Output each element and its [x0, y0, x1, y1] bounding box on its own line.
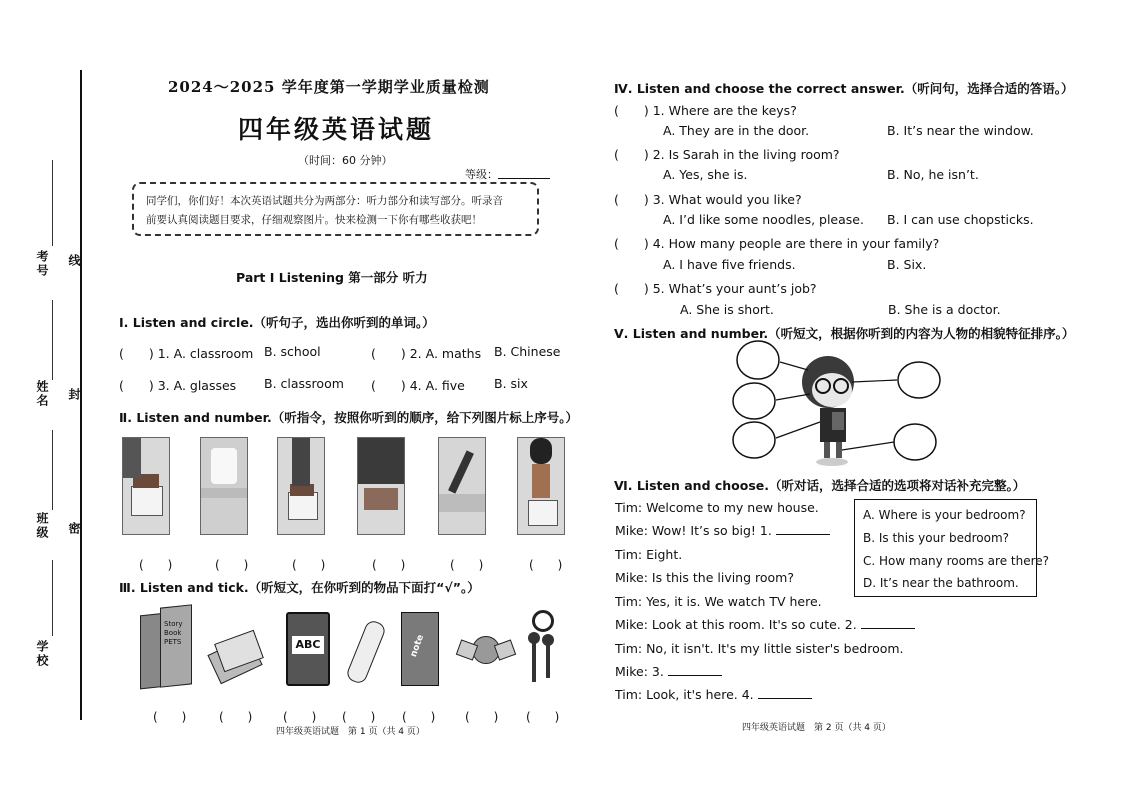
- keys-icon: [526, 610, 558, 684]
- exam-title: 四年级英语试题: [238, 115, 435, 144]
- dialogue-line-5: Tim: Yes, it is. We watch TV here.: [615, 594, 822, 609]
- instruction-photo-1: [122, 437, 170, 535]
- sec2-answer-3[interactable]: ( ): [292, 558, 326, 572]
- dialogue-line-3: Tim: Eight.: [615, 547, 683, 562]
- sec4-q2[interactable]: ( ) 2. Is Sarah in the living room?: [614, 147, 840, 162]
- pencil-box-icon: [348, 620, 384, 682]
- number-field-line: [52, 160, 53, 246]
- instruction-photo-3: [277, 437, 325, 535]
- dialogue-line-6: [615, 617, 915, 632]
- sec1-q2-b: B. Chinese: [494, 344, 561, 359]
- sec6-title: Ⅵ. Listen and choose.（听对话，选择合适的选项将对话补充完整。）: [614, 478, 1026, 493]
- part1-title: Part Ⅰ Listening 第一部分 听力: [236, 270, 428, 285]
- sec4-q3-a: A. I’d like some noodles, please.: [663, 212, 864, 227]
- abc-label: ABC: [292, 636, 324, 654]
- sec4-q2-b: B. No, he isn’t.: [887, 167, 979, 182]
- dialogue-line-2: [615, 523, 830, 538]
- page-footer-2: 四年级英语试题 第 2 页（共 4 页）: [742, 723, 891, 733]
- sec3-answer-2[interactable]: ( ): [219, 710, 253, 724]
- dialogue-line-1: Tim: Welcome to my new house.: [615, 500, 819, 515]
- sec4-q4-b: B. Six.: [887, 257, 927, 272]
- dialogue-line-9: [615, 687, 812, 702]
- dialogue-line-9-text: Tim: Look, it's here. 4.: [615, 687, 754, 702]
- notebook-icon: [401, 612, 439, 686]
- candy-icon: [458, 628, 512, 672]
- instruction-photo-5: [438, 437, 486, 535]
- dialogue-blank-1[interactable]: [776, 524, 830, 535]
- sec2-answer-2[interactable]: ( ): [215, 558, 249, 572]
- class-label: 班级: [35, 512, 49, 540]
- feature-circle-4[interactable]: [898, 362, 940, 398]
- sec1-q1[interactable]: ( ) 1. A. classroom: [119, 346, 254, 361]
- notice-line-1: 同学们，你们好！本次英语试题共分为两部分：听力部分和读写部分。听录音: [146, 195, 503, 207]
- school-field-line: [52, 560, 53, 636]
- feature-diagram: [728, 338, 948, 468]
- instruction-photo-2: [200, 437, 248, 535]
- sec4-q3-b: B. I can use chopsticks.: [887, 212, 1034, 227]
- sec4-q3[interactable]: ( ) 3. What would you like?: [614, 192, 802, 207]
- name-field-line: [52, 300, 53, 380]
- sec1-q3-b: B. classroom: [264, 376, 344, 391]
- dialogue-line-8-text: Mike: 3.: [615, 664, 664, 679]
- cards-icon: [208, 628, 266, 680]
- storybook-text: Story Book PETS: [164, 620, 183, 646]
- seal-line-char: 线: [67, 254, 81, 268]
- sec1-q4[interactable]: ( ) 4. A. five: [371, 378, 465, 393]
- dialogue-blank-4[interactable]: [758, 688, 812, 699]
- storybook-icon: [140, 606, 196, 688]
- feature-circle-2[interactable]: [733, 383, 775, 419]
- number-label: 考号: [35, 250, 49, 278]
- dialogue-line-6-text: Mike: Look at this room. It's so cute. 2.: [615, 617, 857, 632]
- sec2-answer-1[interactable]: ( ): [139, 558, 173, 572]
- dialogue-blank-2[interactable]: [861, 618, 915, 629]
- sec4-q2-a: A. Yes, she is.: [663, 167, 748, 182]
- sec4-q4[interactable]: ( ) 4. How many people are there in your family?: [614, 236, 940, 251]
- sec2-title: Ⅱ. Listen and number.（听指令，按照你听到的顺序，给下列图片标上序号。）: [119, 410, 578, 425]
- school-label: 学校: [35, 640, 49, 668]
- grade-label: 等级：: [465, 168, 498, 181]
- option-b: B. Is this your bedroom?: [863, 531, 1010, 545]
- page-footer-1: 四年级英语试题 第 1 页（共 4 页）: [276, 727, 425, 737]
- instruction-photo-4: [357, 437, 405, 535]
- grade-blank[interactable]: [498, 178, 550, 179]
- dialogue-line-8: [615, 664, 722, 679]
- class-field-line: [52, 430, 53, 510]
- abc-book-icon: [286, 612, 330, 686]
- sec4-q5-a: A. She is short.: [680, 302, 774, 317]
- notice-line-2: 前要认真阅读题目要求，仔细观察图片。快来检测一下你有哪些收获吧！: [146, 214, 482, 226]
- sec3-answer-1[interactable]: ( ): [153, 710, 187, 724]
- exam-time: （时间：60 分钟）: [298, 154, 393, 167]
- feature-circle-3[interactable]: [733, 422, 775, 458]
- sec4-q4-a: A. I have five friends.: [663, 257, 796, 272]
- sec3-answer-7[interactable]: ( ): [526, 710, 560, 724]
- sec4-title: Ⅳ. Listen and choose the correct answer.（听问句，选择合适的答语。）: [614, 81, 1074, 96]
- option-c: C. How many rooms are there?: [863, 554, 1050, 568]
- sec1-q1-b: B. school: [264, 344, 321, 359]
- seal-seal-char: 封: [67, 388, 81, 402]
- option-a: A. Where is your bedroom?: [863, 508, 1026, 522]
- sec1-title: Ⅰ. Listen and circle.（听句子，选出你听到的单词。）: [119, 315, 435, 330]
- sec1-q3[interactable]: ( ) 3. A. glasses: [119, 378, 237, 393]
- sec2-answer-5[interactable]: ( ): [450, 558, 484, 572]
- sec3-answer-3[interactable]: ( ): [283, 710, 317, 724]
- dialogue-blank-3[interactable]: [668, 665, 722, 676]
- notice-box: [132, 182, 539, 236]
- sec3-answer-5[interactable]: ( ): [402, 710, 436, 724]
- dialogue-line-7: Tim: No, it isn't. It's my little sister's bedroom.: [615, 641, 904, 656]
- seal-secret-char: 密: [67, 522, 81, 536]
- sec1-q4-b: B. six: [494, 376, 528, 391]
- sec4-q1[interactable]: ( ) 1. Where are the keys?: [614, 103, 797, 118]
- options-box: [854, 499, 1050, 597]
- sec3-answer-4[interactable]: ( ): [342, 710, 376, 724]
- sec4-q5[interactable]: ( ) 5. What’s your aunt’s job?: [614, 281, 817, 296]
- sec1-q2[interactable]: ( ) 2. A. maths: [371, 346, 482, 361]
- sec3-title: Ⅲ. Listen and tick.（听短文，在你听到的物品下面打“√”。）: [119, 580, 480, 595]
- feature-circle-5[interactable]: [894, 424, 936, 460]
- feature-circle-1[interactable]: [737, 341, 779, 379]
- sec3-answer-6[interactable]: ( ): [465, 710, 499, 724]
- dialogue-line-2-text: Mike: Wow! It’s so big! 1.: [615, 523, 772, 538]
- sec2-answer-6[interactable]: ( ): [529, 558, 563, 572]
- name-label: 姓名: [35, 380, 49, 408]
- option-d: D. It’s near the bathroom.: [863, 576, 1019, 590]
- sec5-title: Ⅴ. Listen and number.（听短文，根据你听到的内容为人物的相貌特征排序。）: [614, 326, 1075, 341]
- instruction-photo-6: [517, 437, 565, 535]
- year-title: 2024～2025 学年度第一学期学业质量检测: [168, 78, 490, 96]
- sec4-q5-b: B. She is a doctor.: [888, 302, 1001, 317]
- sec4-q1-b: B. It’s near the window.: [887, 123, 1034, 138]
- sec4-q1-a: A. They are in the door.: [663, 123, 810, 138]
- notebook-label: note: [408, 633, 427, 659]
- sec2-answer-4[interactable]: ( ): [372, 558, 406, 572]
- dialogue-line-4: Mike: Is this the living room?: [615, 570, 794, 585]
